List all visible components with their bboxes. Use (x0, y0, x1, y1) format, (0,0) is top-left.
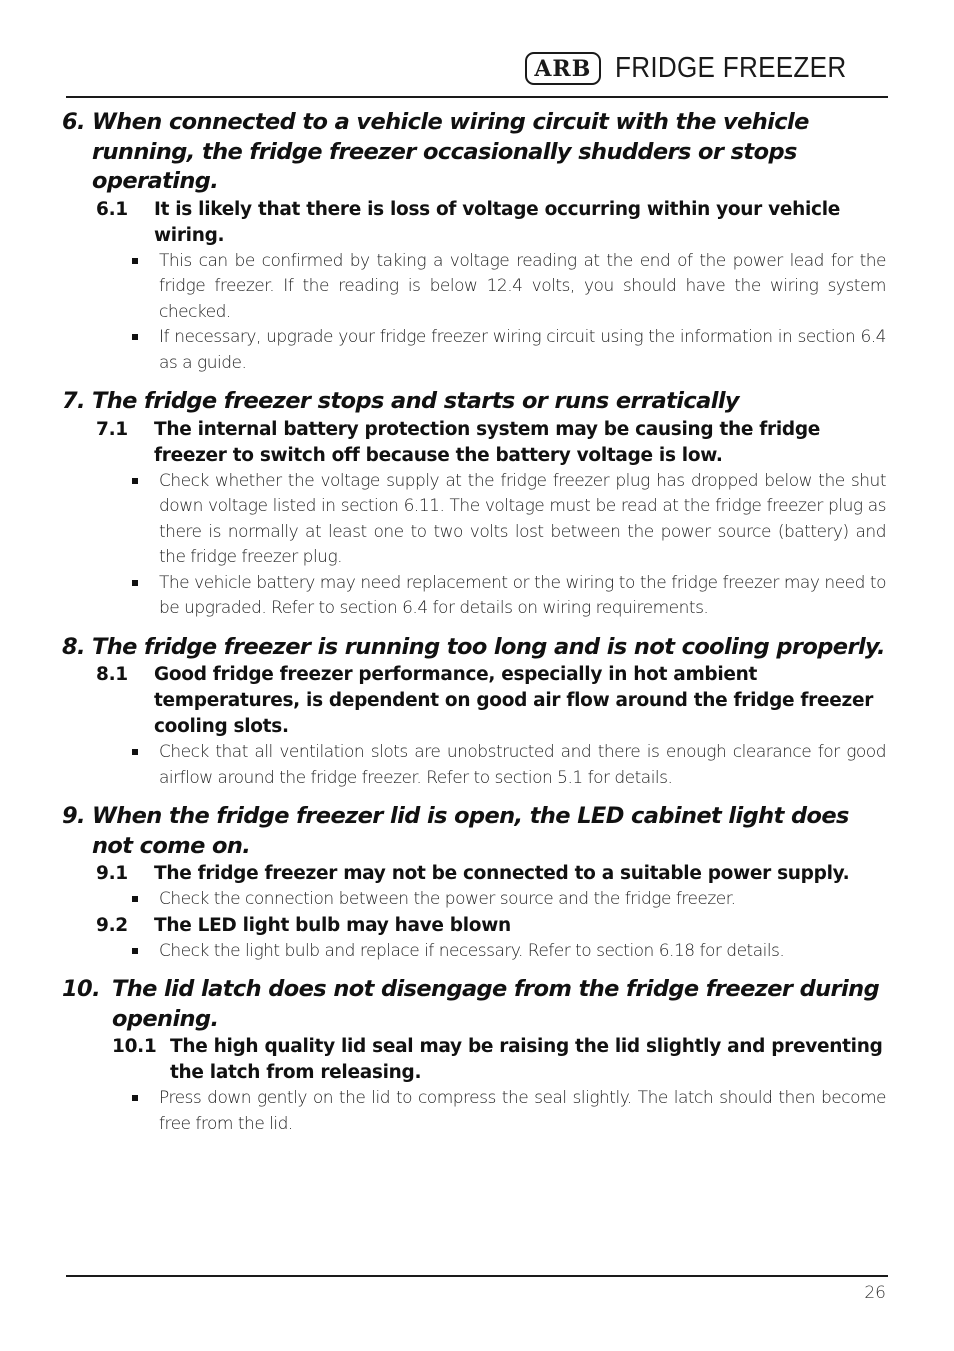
subsection-number: 10.1 (112, 1036, 157, 1057)
subsection-title: Good fridge freezer performance, especially in hot ambient temperatures, is dependent on good air flow around the fridge freezer cooling slots. (154, 664, 874, 737)
bullet-list (62, 469, 888, 622)
bullet-list (62, 740, 888, 791)
list-item (132, 887, 886, 913)
bullet-square-icon (132, 571, 159, 622)
section-10 (62, 975, 888, 1137)
subsection-title: The fridge freezer may not be connected to a suitable power supply. (154, 863, 850, 884)
list-item (132, 325, 886, 376)
subsection-number: 6.1 (96, 198, 128, 220)
bullet-list (62, 1086, 888, 1137)
troubleshooting-content (62, 108, 888, 1148)
list-item (132, 740, 886, 791)
list-item (132, 571, 886, 622)
subsection-heading (96, 662, 888, 740)
list-item (132, 1086, 886, 1137)
subsection-number: 9.2 (96, 914, 128, 936)
bullet-list (62, 249, 888, 377)
bullet-list (62, 939, 888, 965)
section-9 (62, 802, 888, 964)
subsection-heading (96, 197, 888, 249)
bullet-square-icon (132, 1086, 159, 1137)
subsection-heading (96, 913, 888, 939)
section-title: The lid latch does not disengage from the fridge freezer during opening. (112, 976, 880, 1032)
section-number: 10. (62, 976, 101, 1002)
section-title: The fridge freezer is running too long and is not cooling properly. (92, 633, 886, 660)
bullet-text: This can be confirmed by taking a voltage reading at the end of the power lead for the fridge freezer. If the reading is below 12.4 volts, you should have the wiring system checked. (159, 250, 886, 322)
list-item (132, 469, 886, 571)
section-heading (62, 975, 888, 1034)
subsection-number: 8.1 (96, 664, 128, 685)
bullet-list (62, 887, 888, 913)
bullet-square-icon (132, 740, 159, 791)
section-heading (62, 802, 888, 861)
bullet-square-icon (132, 887, 159, 913)
bullet-square-icon (132, 325, 159, 376)
subsection-title: The LED light bulb may have blown (154, 914, 511, 936)
section-number: 8. (62, 633, 86, 660)
section-title: When connected to a vehicle wiring circuit with the vehicle running, the fridge freezer occasionally shudders or stops operating. (92, 109, 809, 194)
arb-logo (525, 52, 601, 85)
bullet-text: Press down gently on the lid to compress the seal slightly. The latch should then become free from the lid. (159, 1088, 886, 1134)
section-number: 7. (62, 388, 86, 414)
bullet-square-icon (132, 249, 159, 326)
subsection-title: The internal battery protection system may be causing the fridge freezer to switch off because the battery voltage is low. (154, 418, 821, 466)
subsection-title: The high quality lid seal may be raising the lid slightly and preventing the latch from releasing. (170, 1036, 883, 1083)
subsection-heading (96, 861, 888, 887)
section-title: The fridge freezer stops and starts or runs erratically (92, 388, 739, 414)
subsection-title: It is likely that there is loss of voltage occurring within your vehicle wiring. (154, 198, 840, 246)
bullet-square-icon (132, 469, 159, 571)
brand (525, 52, 872, 85)
bullet-text: Check that all ventilation slots are unobstructed and there is enough clearance for good airflow around the fridge freezer. Refer to section 5.1 for details. (159, 742, 886, 788)
bullet-text: Check the connection between the power source and the fridge freezer. (159, 889, 736, 909)
section-heading (62, 633, 888, 663)
section-6 (62, 108, 888, 376)
section-title: When the fridge freezer lid is open, the LED cabinet light does not come on. (92, 803, 849, 859)
product-title: FRIDGE FREEZER (614, 52, 847, 84)
section-number: 9. (62, 803, 86, 829)
list-item (132, 939, 886, 965)
subsection-heading (96, 417, 888, 469)
subsection-number: 7.1 (96, 418, 128, 440)
bullet-text: Check whether the voltage supply at the fridge freezer plug has dropped below the shut down voltage listed in section 6.11. The voltage must be read at the fridge freezer plug as there is normally at least one to two volts lost between the power source (battery) and the fridge freezer plug. (159, 470, 886, 567)
bullet-square-icon (132, 939, 159, 965)
list-item (132, 249, 886, 326)
bullet-text: The vehicle battery may need replacement or the wiring to the fridge freezer may need to be upgraded. Refer to section 6.4 for details on wiring requirements. (159, 572, 886, 618)
logo-text: ARB (534, 55, 592, 82)
section-number: 6. (62, 109, 86, 135)
subsection-number: 9.1 (96, 863, 128, 884)
subsection-heading (112, 1034, 888, 1086)
section-heading (62, 108, 888, 197)
bullet-text: Check the light bulb and replace if necessary. Refer to section 6.18 for details. (159, 940, 785, 961)
page-footer (66, 1275, 888, 1303)
page-number: 26 (864, 1283, 886, 1303)
section-heading (62, 387, 888, 417)
section-8 (62, 633, 888, 792)
bullet-text: If necessary, upgrade your fridge freezer wiring circuit using the information in section 6.4 as a guide. (159, 327, 886, 373)
page-header (66, 48, 888, 98)
section-7 (62, 387, 888, 622)
